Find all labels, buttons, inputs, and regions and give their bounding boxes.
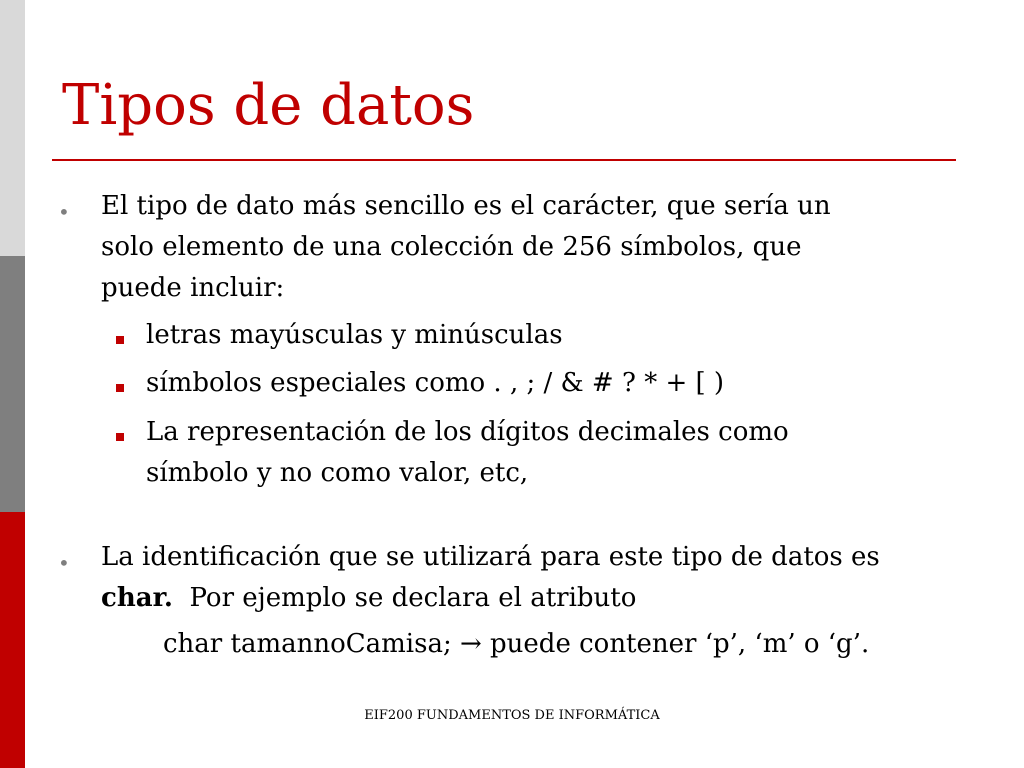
bullet1-line3: puede incluir:	[101, 273, 285, 303]
square-bullet-icon	[116, 433, 124, 441]
keyword-char: char.	[101, 583, 173, 613]
code-example-line: char tamannoCamisa; → puede contener ‘p’, ‘m’ o ‘g’.	[163, 629, 870, 659]
bullet2-line2-rest: Por ejemplo se declara el atributo	[172, 583, 637, 613]
sub-bullet-1: letras mayúsculas y minúsculas	[146, 320, 563, 350]
slide-footer: EIF200 FUNDAMENTOS DE INFORMÁTICA	[364, 708, 660, 723]
bullet-dot-icon: •	[58, 200, 70, 224]
sub-bullet-3-line1: La representación de los dígitos decimales como	[146, 417, 789, 447]
square-bullet-icon	[116, 384, 124, 392]
slide-title: Tipos de datos	[62, 73, 475, 138]
bullet1-line1: El tipo de dato más sencillo es el carácter, que sería un	[101, 191, 831, 221]
sub-bullet-2: símbolos especiales como . , ; / & # ? * + [ )	[146, 368, 725, 398]
bullet-dot-icon: •	[58, 551, 70, 575]
bullet1-line2: solo elemento de una colección de 256 símbolos, que	[101, 232, 802, 262]
bullet2-line1: La identificación que se utilizará para este tipo de datos es	[101, 542, 880, 572]
square-bullet-icon	[116, 336, 124, 344]
bullet2-line2	[101, 585, 636, 611]
sub-bullet-3-line2: símbolo y no como valor, etc,	[146, 458, 529, 488]
